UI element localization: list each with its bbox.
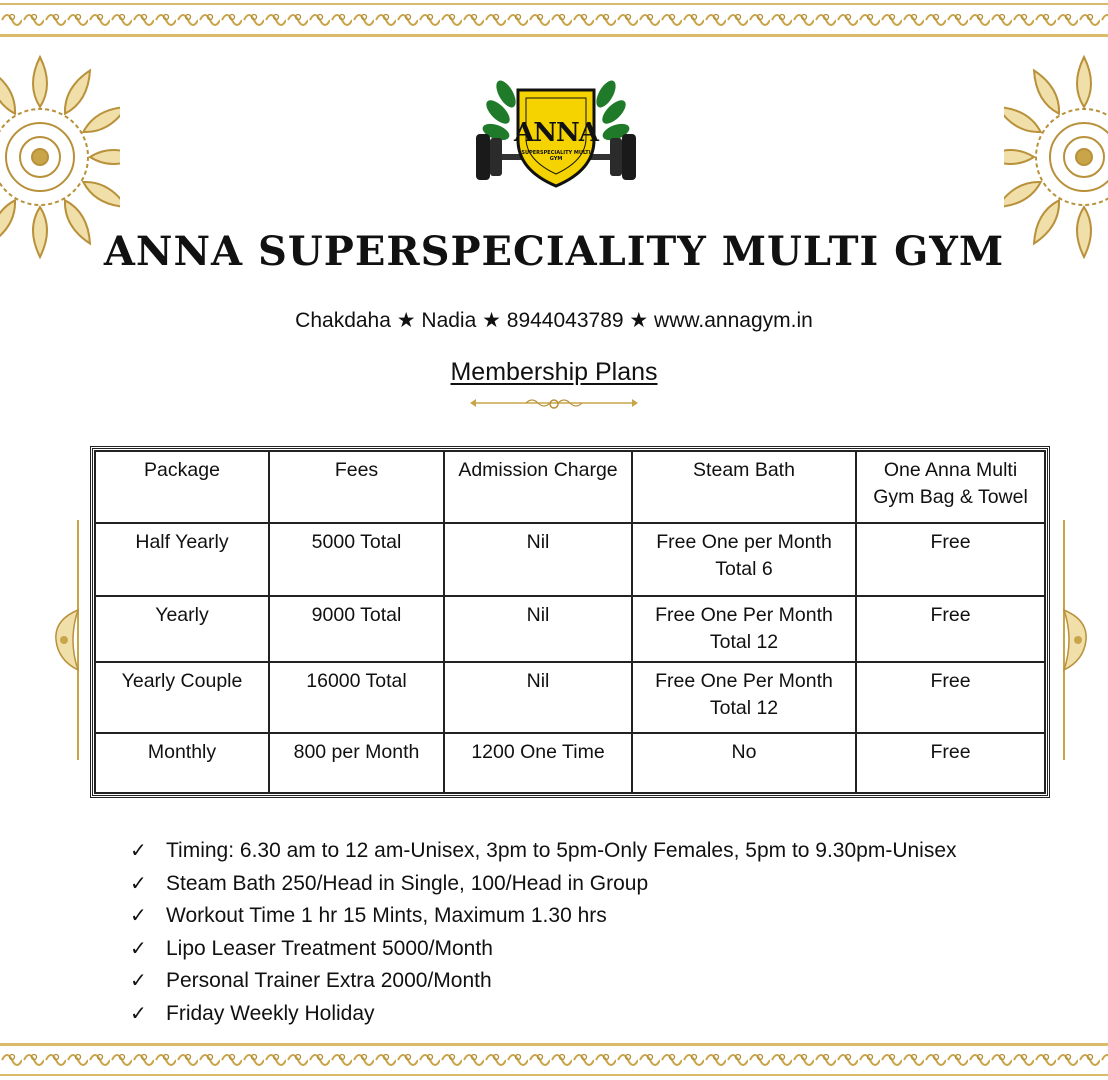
cell-steam-bath: No (632, 733, 856, 793)
cell-bag-towel: Free (856, 733, 1045, 793)
header-bag-towel: One Anna Multi Gym Bag & Towel (856, 451, 1045, 523)
list-item (130, 932, 957, 965)
list-item (130, 964, 957, 997)
cell-bag-towel: Free (856, 596, 1045, 662)
cell-bag-towel: Free (856, 662, 1045, 733)
right-side-ornament-icon (1056, 520, 1092, 760)
section-title (0, 358, 1108, 387)
table-row (95, 733, 1045, 793)
list-item (130, 867, 957, 900)
section-title-text: Membership Plans (450, 358, 658, 386)
membership-plans-table (92, 448, 1048, 796)
check-icon: ✓ (130, 838, 147, 862)
cell-admission: Nil (444, 662, 632, 733)
check-icon: ✓ (130, 935, 147, 960)
note-text: Lipo Leaser Treatment 5000/Month (166, 936, 493, 960)
cell-admission: Nil (444, 596, 632, 662)
list-item (130, 899, 957, 932)
table-row (95, 523, 1045, 596)
table-header-row (95, 451, 1045, 523)
left-side-ornament-icon (52, 520, 88, 760)
cell-admission: Nil (444, 523, 632, 596)
cell-steam-bath: Free One Per Month Total 12 (632, 596, 856, 662)
gold-divider-icon (466, 393, 642, 413)
logo-text: ANNA (514, 118, 598, 148)
note-text: Friday Weekly Holiday (166, 1001, 375, 1025)
bottom-gold-border (0, 1040, 1108, 1080)
cell-fees: 800 per Month (269, 733, 444, 793)
cell-package: Monthly (95, 733, 269, 793)
cell-fees: 9000 Total (269, 596, 444, 662)
check-icon: ✓ (130, 870, 147, 895)
cell-steam-bath: Free One Per Month Total 12 (632, 662, 856, 733)
note-text: Timing: 6.30 am to 12 am-Unisex, 3pm to 5pm-Only Females, 5pm to 9.30pm-Unisex (166, 839, 957, 862)
note-text: Workout Time 1 hr 15 Mints, Maximum 1.30 hrs (166, 904, 607, 928)
cell-admission: 1200 One Time (444, 733, 632, 793)
table-row (95, 662, 1045, 733)
cell-package: Yearly (95, 596, 269, 662)
cell-package: Yearly Couple (95, 662, 269, 733)
cell-fees: 5000 Total (269, 523, 444, 596)
check-icon: ✓ (130, 1000, 147, 1025)
logo-subtext: SUPERSPECIALITY MULTI GYM (521, 150, 591, 162)
table-row (95, 596, 1045, 662)
list-item (130, 834, 957, 867)
contact-line: Chakdaha ★ Nadia ★ 8944043789 ★ www.annagym.in (295, 309, 813, 332)
check-icon: ✓ (130, 903, 147, 928)
cell-bag-towel: Free (856, 523, 1045, 596)
header-fees: Fees (269, 451, 444, 523)
top-gold-border (0, 0, 1108, 40)
cell-fees: 16000 Total (269, 662, 444, 733)
header-steam-bath: Steam Bath (632, 451, 856, 523)
check-icon: ✓ (130, 968, 147, 993)
cell-steam-bath: Free One per Month Total 6 (632, 523, 856, 596)
header-admission-charge: Admission Charge (444, 451, 632, 523)
page-title: ANNA SUPERSPECIALITY MULTI GYM (103, 228, 1005, 275)
notes-list (130, 834, 957, 1030)
note-text: Steam Bath 250/Head in Single, 100/Head in Group (166, 871, 649, 895)
note-text: Personal Trainer Extra 2000/Month (166, 969, 492, 993)
list-item (130, 997, 957, 1030)
header-package: Package (95, 451, 269, 523)
cell-package: Half Yearly (95, 523, 269, 596)
